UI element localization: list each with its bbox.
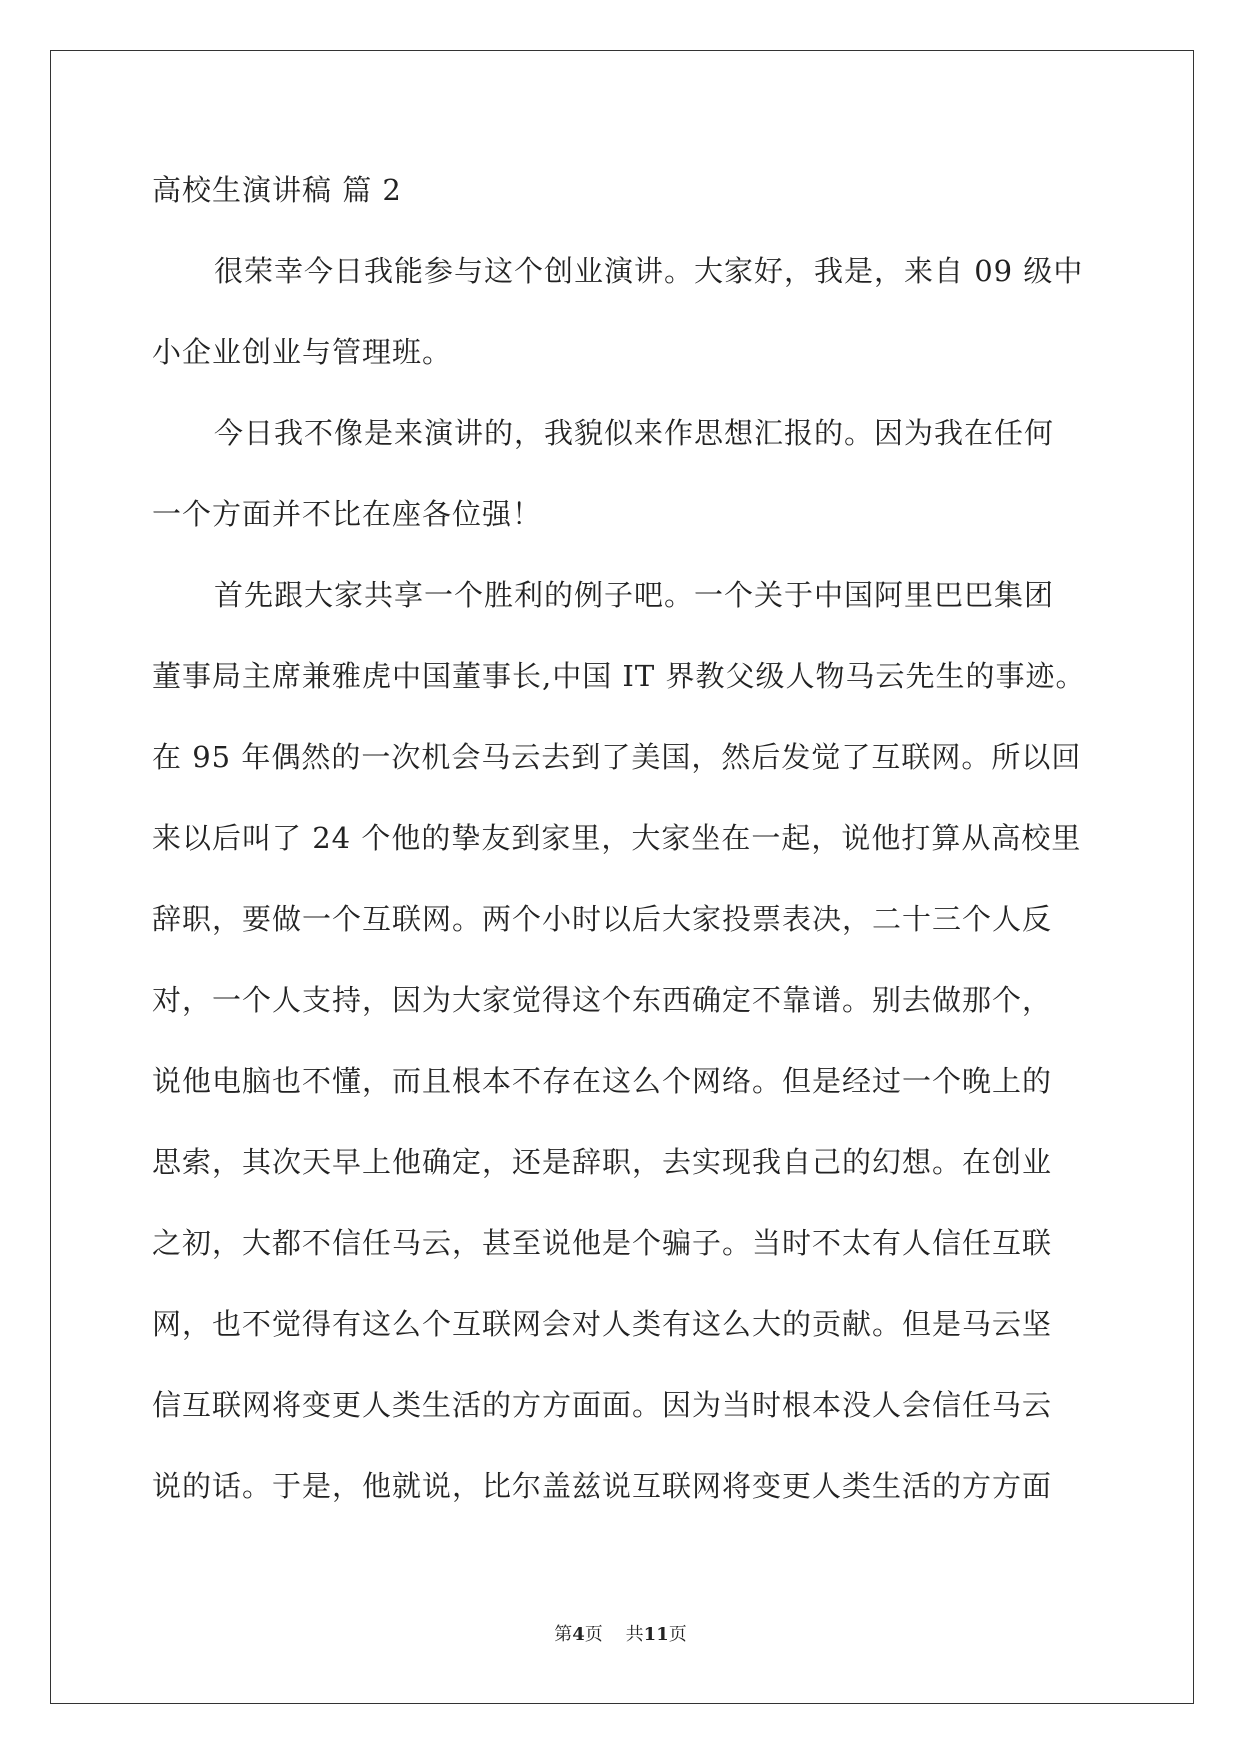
footer-page-number: 4: [572, 1624, 585, 1645]
text-line: 信互联网将变更人类生活的方方面面。因为当时根本没人会信任马云: [152, 1388, 1053, 1422]
footer-page-suffix: 页: [584, 1624, 603, 1645]
document-body: [152, 158, 1092, 1535]
paragraph-lines: [152, 239, 1092, 1535]
text-line: 一个方面并不比在座各位强！: [152, 497, 543, 531]
text-line: 小企业创业与管理班。: [152, 335, 453, 369]
text-line: 首先跟大家共享一个胜利的例子吧。一个关于中国阿里巴巴集团: [214, 578, 1055, 612]
footer-page-prefix: 第: [554, 1624, 573, 1645]
text-line: 辞职，要做一个互联网。两个小时以后大家投票表决，二十三个人反: [152, 902, 1053, 936]
text-line: 董事局主席兼雅虎中国董事长,中国 IT 界教父级人物马云先生的事迹。: [152, 659, 1086, 693]
text-line: 思索，其次天早上他确定，还是辞职，去实现我自己的幻想。在创业: [152, 1145, 1053, 1179]
text-line: 很荣幸今日我能参与这个创业演讲。大家好，我是，来自 09 级中: [214, 254, 1084, 288]
text-line: 在 95 年偶然的一次机会马云去到了美国，然后发觉了互联网。所以回: [152, 740, 1082, 774]
text-line: 对，一个人支持，因为大家觉得这个东西确定不靠谱。别去做那个，: [152, 983, 1053, 1017]
footer-total-suffix: 页: [668, 1624, 687, 1645]
document-title: 高校生演讲稿 篇 2: [152, 173, 402, 207]
footer-total-pages: 11: [643, 1624, 669, 1645]
text-line: 网，也不觉得有这么个互联网会对人类有这么大的贡献。但是马云坚: [152, 1307, 1053, 1341]
text-line: 之初，大都不信任马云，甚至说他是个骗子。当时不太有人信任互联: [152, 1226, 1053, 1260]
footer-total-prefix: 共: [625, 1624, 644, 1645]
text-line: 今日我不像是来演讲的，我貌似来作思想汇报的。因为我在任何: [214, 416, 1055, 450]
text-line: 说他电脑也不懂，而且根本不存在这么个网络。但是经过一个晚上的: [152, 1064, 1053, 1098]
text-line: 说的话。于是，他就说，比尔盖兹说互联网将变更人类生活的方方面: [152, 1469, 1053, 1503]
text-line: 来以后叫了 24 个他的挚友到家里，大家坐在一起，说他打算从高校里: [152, 821, 1082, 855]
page-footer: [0, 1620, 1241, 1646]
